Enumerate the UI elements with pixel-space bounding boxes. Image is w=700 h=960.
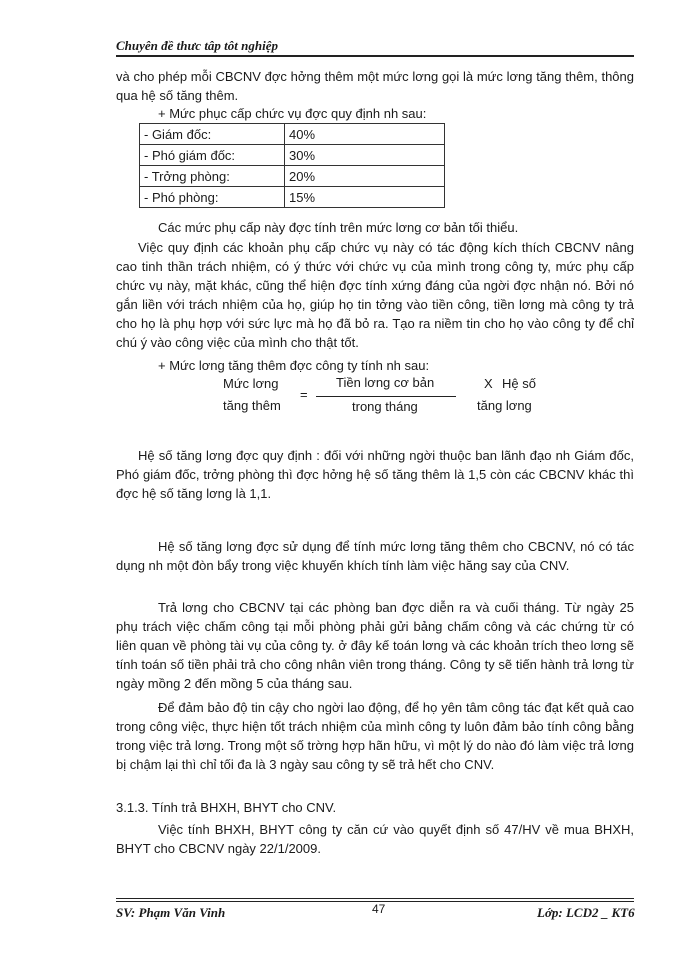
table-cell: - Trởng phòng: <box>140 166 285 187</box>
formula-rhs-line1: Hệ số <box>502 376 536 391</box>
table-row <box>140 187 445 208</box>
fraction-bar <box>316 396 456 397</box>
paragraph: Hệ số tăng lơng đợc quy định : đối với những ngời thuộc ban lãnh đạo nh Giám đốc, Phó giám đốc, trởng phòng thì đợc hởng hệ số tăng thêm là 1,5 còn các CBCNV khác thì đợc hệ số tăng lơng là 1,1. <box>116 448 634 501</box>
paragraph: Để đảm bảo độ tin cậy cho ngời lao động, để họ yên tâm công tác đạt kết quả cao trong công việc, thực hiện tốt trách nhiệm của mình công ty luôn đảm bảo tính công bằng trong việc trả lơng. Trong một số trờng hợp hãn hữu, vì một lý do nào đó làm việc trả lơng bị chậm lại thì chỉ tối đa là 3 ngày sau công ty sẽ trả hết cho CNV. <box>116 700 634 772</box>
table-cell: 15% <box>285 187 445 208</box>
table-row <box>140 145 445 166</box>
footer-student: SV: Phạm Văn Vinh <box>116 905 226 920</box>
footer-rule <box>116 898 634 899</box>
footer-class: Lớp: LCD2 _ KT6 <box>537 905 635 920</box>
header-rule <box>116 55 634 57</box>
table-cell: - Phó giám đốc: <box>140 145 285 166</box>
paragraph: và cho phép mỗi CBCNV đợc hởng thêm một mức lơng gọi là mức lơng tăng thêm, thông qua hệ số tăng thêm. <box>116 69 634 103</box>
formula-rhs-line2: tăng lơng <box>477 398 532 413</box>
table-cell: 40% <box>285 124 445 145</box>
paragraph: Việc tính BHXH, BHYT công ty căn cứ vào quyết định số 47/HV về mua BHXH, BHYT cho CBCNV ngày 22/1/2009. <box>116 822 634 856</box>
table-cell: - Giám đốc: <box>140 124 285 145</box>
table-row <box>140 166 445 187</box>
formula-equals: = <box>300 387 308 402</box>
formula-denominator: trong tháng <box>352 399 418 414</box>
table-cell: - Phó phòng: <box>140 187 285 208</box>
paragraph: + Mức phục cấp chức vụ đợc quy định nh sau: <box>158 106 427 121</box>
paragraph: + Mức lơng tăng thêm đợc công ty tính nh sau: <box>158 358 430 373</box>
formula-times: X <box>484 376 493 391</box>
paragraph: Các mức phụ cấp này đợc tính trên mức lơng cơ bản tối thiểu. <box>158 220 519 235</box>
paragraph: Trả lơng cho CBCNV tại các phòng ban đợc diễn ra và cuối tháng. Từ ngày 25 phụ trách việc chấm công tại mỗi phòng phải gửi bảng chấm công và các chứng từ có liên quan về phòng tài vụ của công ty. ở đây kế toán lơng và các khoản trích theo lơng sẽ tính toán số tiền phải trả cho công nhân viên trong tháng. Công ty sẽ tiến hành trả lơng từ ngày mồng 2 đến mồng 5 của tháng sau. <box>116 600 634 691</box>
header-title: Chuyên đề thưc tâp tôt nghiệp <box>116 38 278 53</box>
paragraph: Việc quy định các khoản phụ cấp chức vụ này có tác động kích thích CBCNV nâng cao tinh thần trách nhiệm, có ý thức với chức vụ của mình trong công ty, mức phụ cấp chức vụ này, mặt khác, cũng thể hiện đợc tính xứng đáng của ngời đợc nhận nó. Bởi nó gắn liền với trách nhiệm của họ, giúp họ tin tởng vào tiền công, tiền lơng mà công ty trả cho họ là phụ hợp với sức lực mà họ đã bỏ ra. Tạo ra niềm tin cho họ vào công ty để chỉ chú ý vào công việc của mình cho thật tốt. <box>116 240 634 350</box>
page-number: 47 <box>372 902 386 916</box>
table-cell: 20% <box>285 166 445 187</box>
paragraph: Hệ số tăng lơng đợc sử dụng để tính mức lơng tăng thêm cho CBCNV, nó có tác dụng nh một đòn bẩy trong việc khuyến khích tính làm việc hăng say của CNV. <box>116 539 634 573</box>
section-heading: 3.1.3. Tính trả BHXH, BHYT cho CNV. <box>116 800 337 815</box>
table-row <box>140 124 445 145</box>
formula-lhs-line2: tăng thêm <box>223 398 281 413</box>
table-cell: 30% <box>285 145 445 166</box>
allowance-table <box>139 123 445 208</box>
formula-lhs-line1: Mức lơng <box>223 376 279 391</box>
formula-numerator: Tiền lơng cơ bản <box>336 375 435 390</box>
